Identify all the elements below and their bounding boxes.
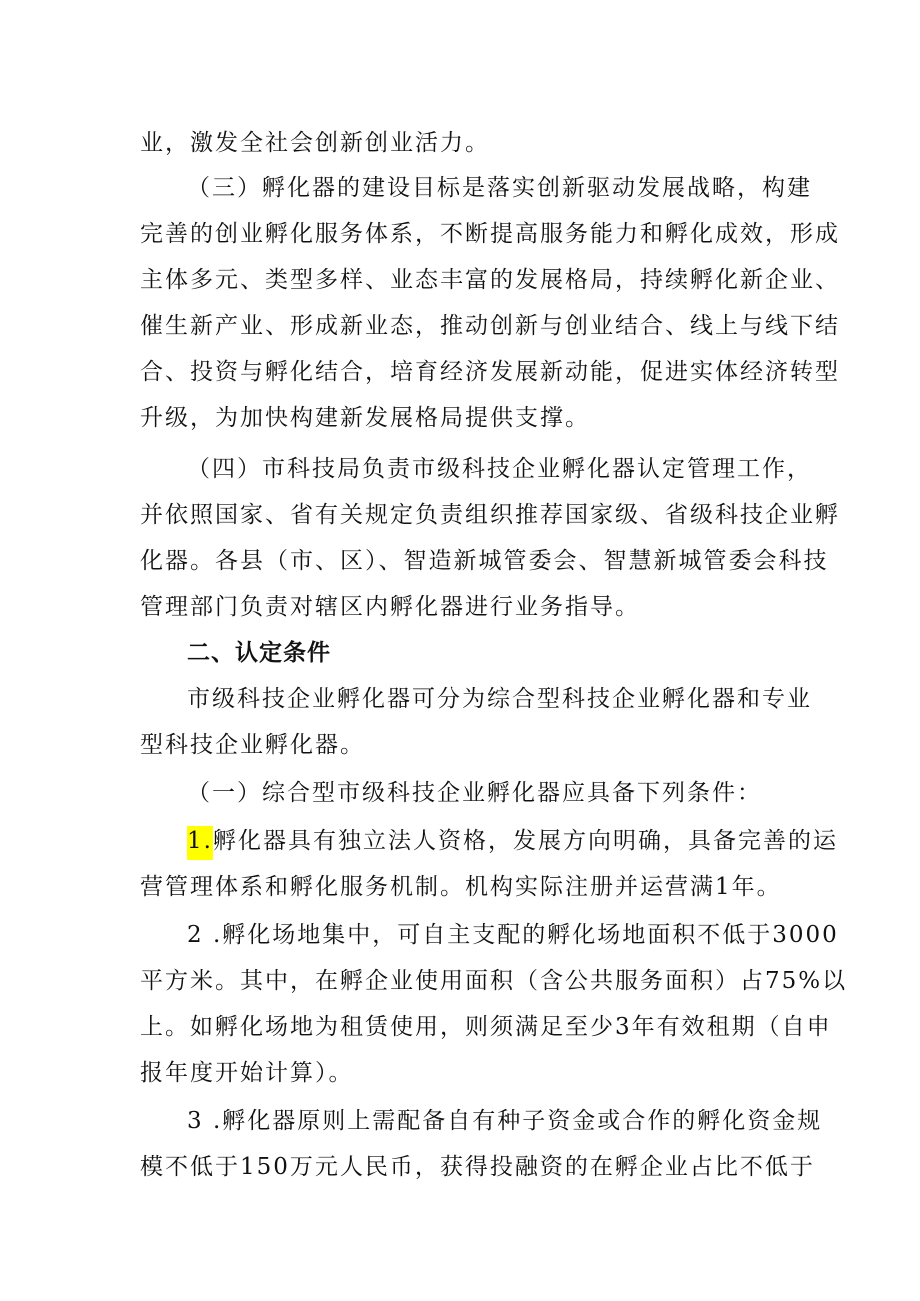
paragraph-line: 市级科技企业孵化器可分为综合型科技企业孵化器和专业 — [187, 686, 812, 712]
paragraph-line: 管理部门负责对辖区内孵化器进行业务指导。 — [140, 594, 640, 620]
list-item-2-line: 2 .孵化场地集中，可自主支配的孵化场地面积不低于3000 — [187, 922, 839, 948]
paragraph-line: 平方米。其中，在孵企业使用面积（含公共服务面积）占75%以 — [140, 968, 848, 994]
paragraph-line: 合、投资与孵化结合，培育经济发展新动能，促进实体经济转型 — [140, 359, 840, 385]
paragraph-line: 报年度开始计算）。 — [140, 1060, 354, 1086]
paragraph-line: 型科技企业孵化器。 — [140, 732, 365, 758]
section-heading: 二、认定条件 — [187, 640, 331, 666]
item-text: 孵化器具有独立法人资格，发展方向明确，具备完善的运 — [212, 828, 838, 854]
paragraph-line: 升级，为加快构建新发展格局提供支撑。 — [140, 405, 590, 431]
subsection-heading: （一）综合型市级科技企业孵化器应具备下列条件： — [187, 780, 762, 806]
paragraph-line: 营管理体系和孵化服务机制。机构实际注册并运营满1年。 — [140, 874, 782, 900]
list-item-1-line — [187, 826, 838, 856]
paragraph-line: 主体多元、类型多样、业态丰富的发展格局，持续孵化新企业、 — [140, 267, 840, 293]
paragraph-line: （三）孵化器的建设目标是落实创新驱动发展战略，构建 — [187, 175, 812, 201]
paragraph-line: 模不低于150万元人民币，获得投融资的在孵企业占比不低于 — [140, 1154, 815, 1180]
paragraph-line: 上。如孵化场地为租赁使用，则须满足至少3年有效租期（自申 — [140, 1014, 832, 1040]
item-number-highlight: 1. — [187, 826, 213, 860]
list-item-3-line: 3 .孵化器原则上需配备自有种子资金或合作的孵化资金规 — [187, 1108, 823, 1134]
paragraph-line: 催生新产业、形成新业态，推动创新与创业结合、线上与线下结 — [140, 313, 840, 339]
paragraph-line: 完善的创业孵化服务体系，不断提高服务能力和孵化成效，形成 — [140, 221, 840, 247]
paragraph-line: （四）市科技局负责市级科技企业孵化器认定管理工作， — [187, 456, 812, 482]
paragraph-line: 业，激发全社会创新创业活力。 — [140, 130, 490, 156]
paragraph-line: 并依照国家、省有关规定负责组织推荐国家级、省级科技企业孵 — [140, 502, 840, 528]
paragraph-line: 化器。各县（市、区）、智造新城管委会、智慧新城管委会科技 — [140, 548, 829, 574]
